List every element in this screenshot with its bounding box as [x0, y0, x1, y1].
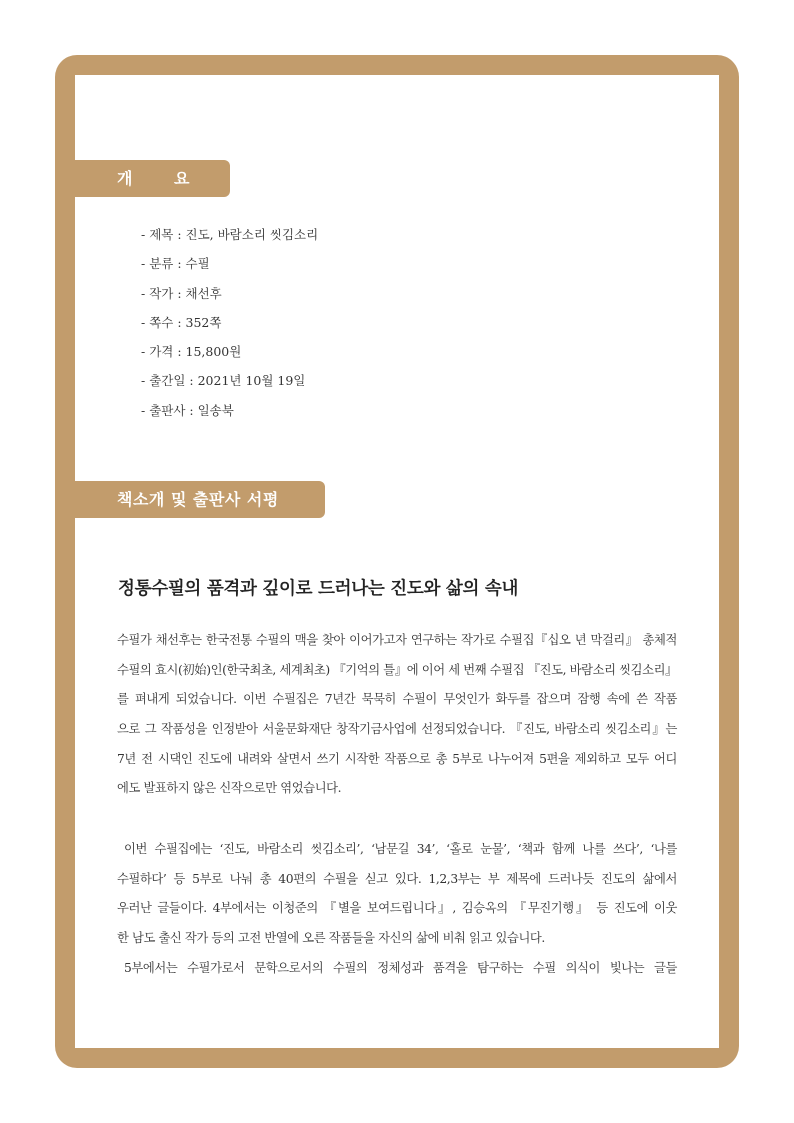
paragraph-line: 우러난 글들이다. 4부에서는 이청준의 『별을 보여드립니다』, 김승옥의 『무진기행』 등 진도에 이웃 [117, 901, 677, 916]
spec-author: - 작가 : 채선후 [141, 285, 222, 301]
paragraph-line: 이번 수필집에는 ‘진도, 바람소리 씻김소리’, ‘남문길 34’, ‘홀로 눈물’, ‘책과 함께 나를 쓰다’, ‘나를 [124, 842, 677, 856]
paragraph-line: 를 펴내게 되었습니다. 이번 수필집은 7년간 묵묵히 수필이 무엇인가 화두를 잡으며 잠행 속에 쓴 작품 [117, 692, 677, 707]
paragraph-line: 7년 전 시댁인 진도에 내려와 살면서 쓰기 시작한 작품으로 총 5부로 나누어져 5편을 제외하고 모두 어디 [117, 751, 677, 766]
spec-publisher: - 출판사 : 일송북 [141, 402, 234, 418]
spec-pages: - 쪽수 : 352쪽 [141, 314, 222, 330]
paragraph-line: 으로 그 작품성을 인정받아 서울문화재단 창작기금사업에 선정되었습니다. 『진도, 바람소리 씻김소리』는 [117, 722, 677, 737]
paragraph-line: 한 남도 출신 작가 등의 고전 반열에 오른 작품들을 자신의 삶에 비춰 읽고 있습니다. [117, 931, 545, 946]
spec-title: - 제목 : 진도, 바람소리 씻김소리 [141, 227, 319, 242]
paragraph-line: 에도 발표하지 않은 신작으로만 엮었습니다. [117, 781, 342, 796]
spec-price: - 가격 : 15,800원 [141, 344, 242, 360]
spec-publish-date: - 출간일 : 2021년 10월 19일 [141, 373, 306, 389]
spec-category: - 분류 : 수필 [141, 256, 210, 272]
paragraph-line: 수필의 효시(初始)인(한국최초, 세계최초) 『기억의 틀』에 이어 세 번째 수필집 『진도, 바람소리 씻김소리』 [117, 662, 677, 677]
paragraph-line: 5부에서는 수필가로서 문학으로서의 수필의 정체성과 품격을 탐구하는 수필 의식이 빛나는 글들 [124, 960, 677, 975]
review-headline: 정통수필의 품격과 깊이로 드러나는 진도와 삶의 속내 [118, 579, 519, 599]
overview-section-tab: 개 요 [55, 160, 230, 197]
review-section-tab: 책소개 및 출판사 서평 [55, 481, 325, 518]
paragraph-line: 수필가 채선후는 한국전통 수필의 맥을 찾아 이어가고자 연구하는 작가로 수필집『십오 년 막걸리』 총체적 [117, 633, 677, 647]
review-paragraph-2 [117, 835, 677, 983]
book-spec-list [141, 220, 318, 425]
review-paragraph-1 [117, 626, 677, 804]
paragraph-line: 수필하다’ 등 5부로 나눠 총 40편의 수필을 싣고 있다. 1,2,3부는 부 제목에 드러나듯 진도의 삶에서 [117, 871, 677, 886]
